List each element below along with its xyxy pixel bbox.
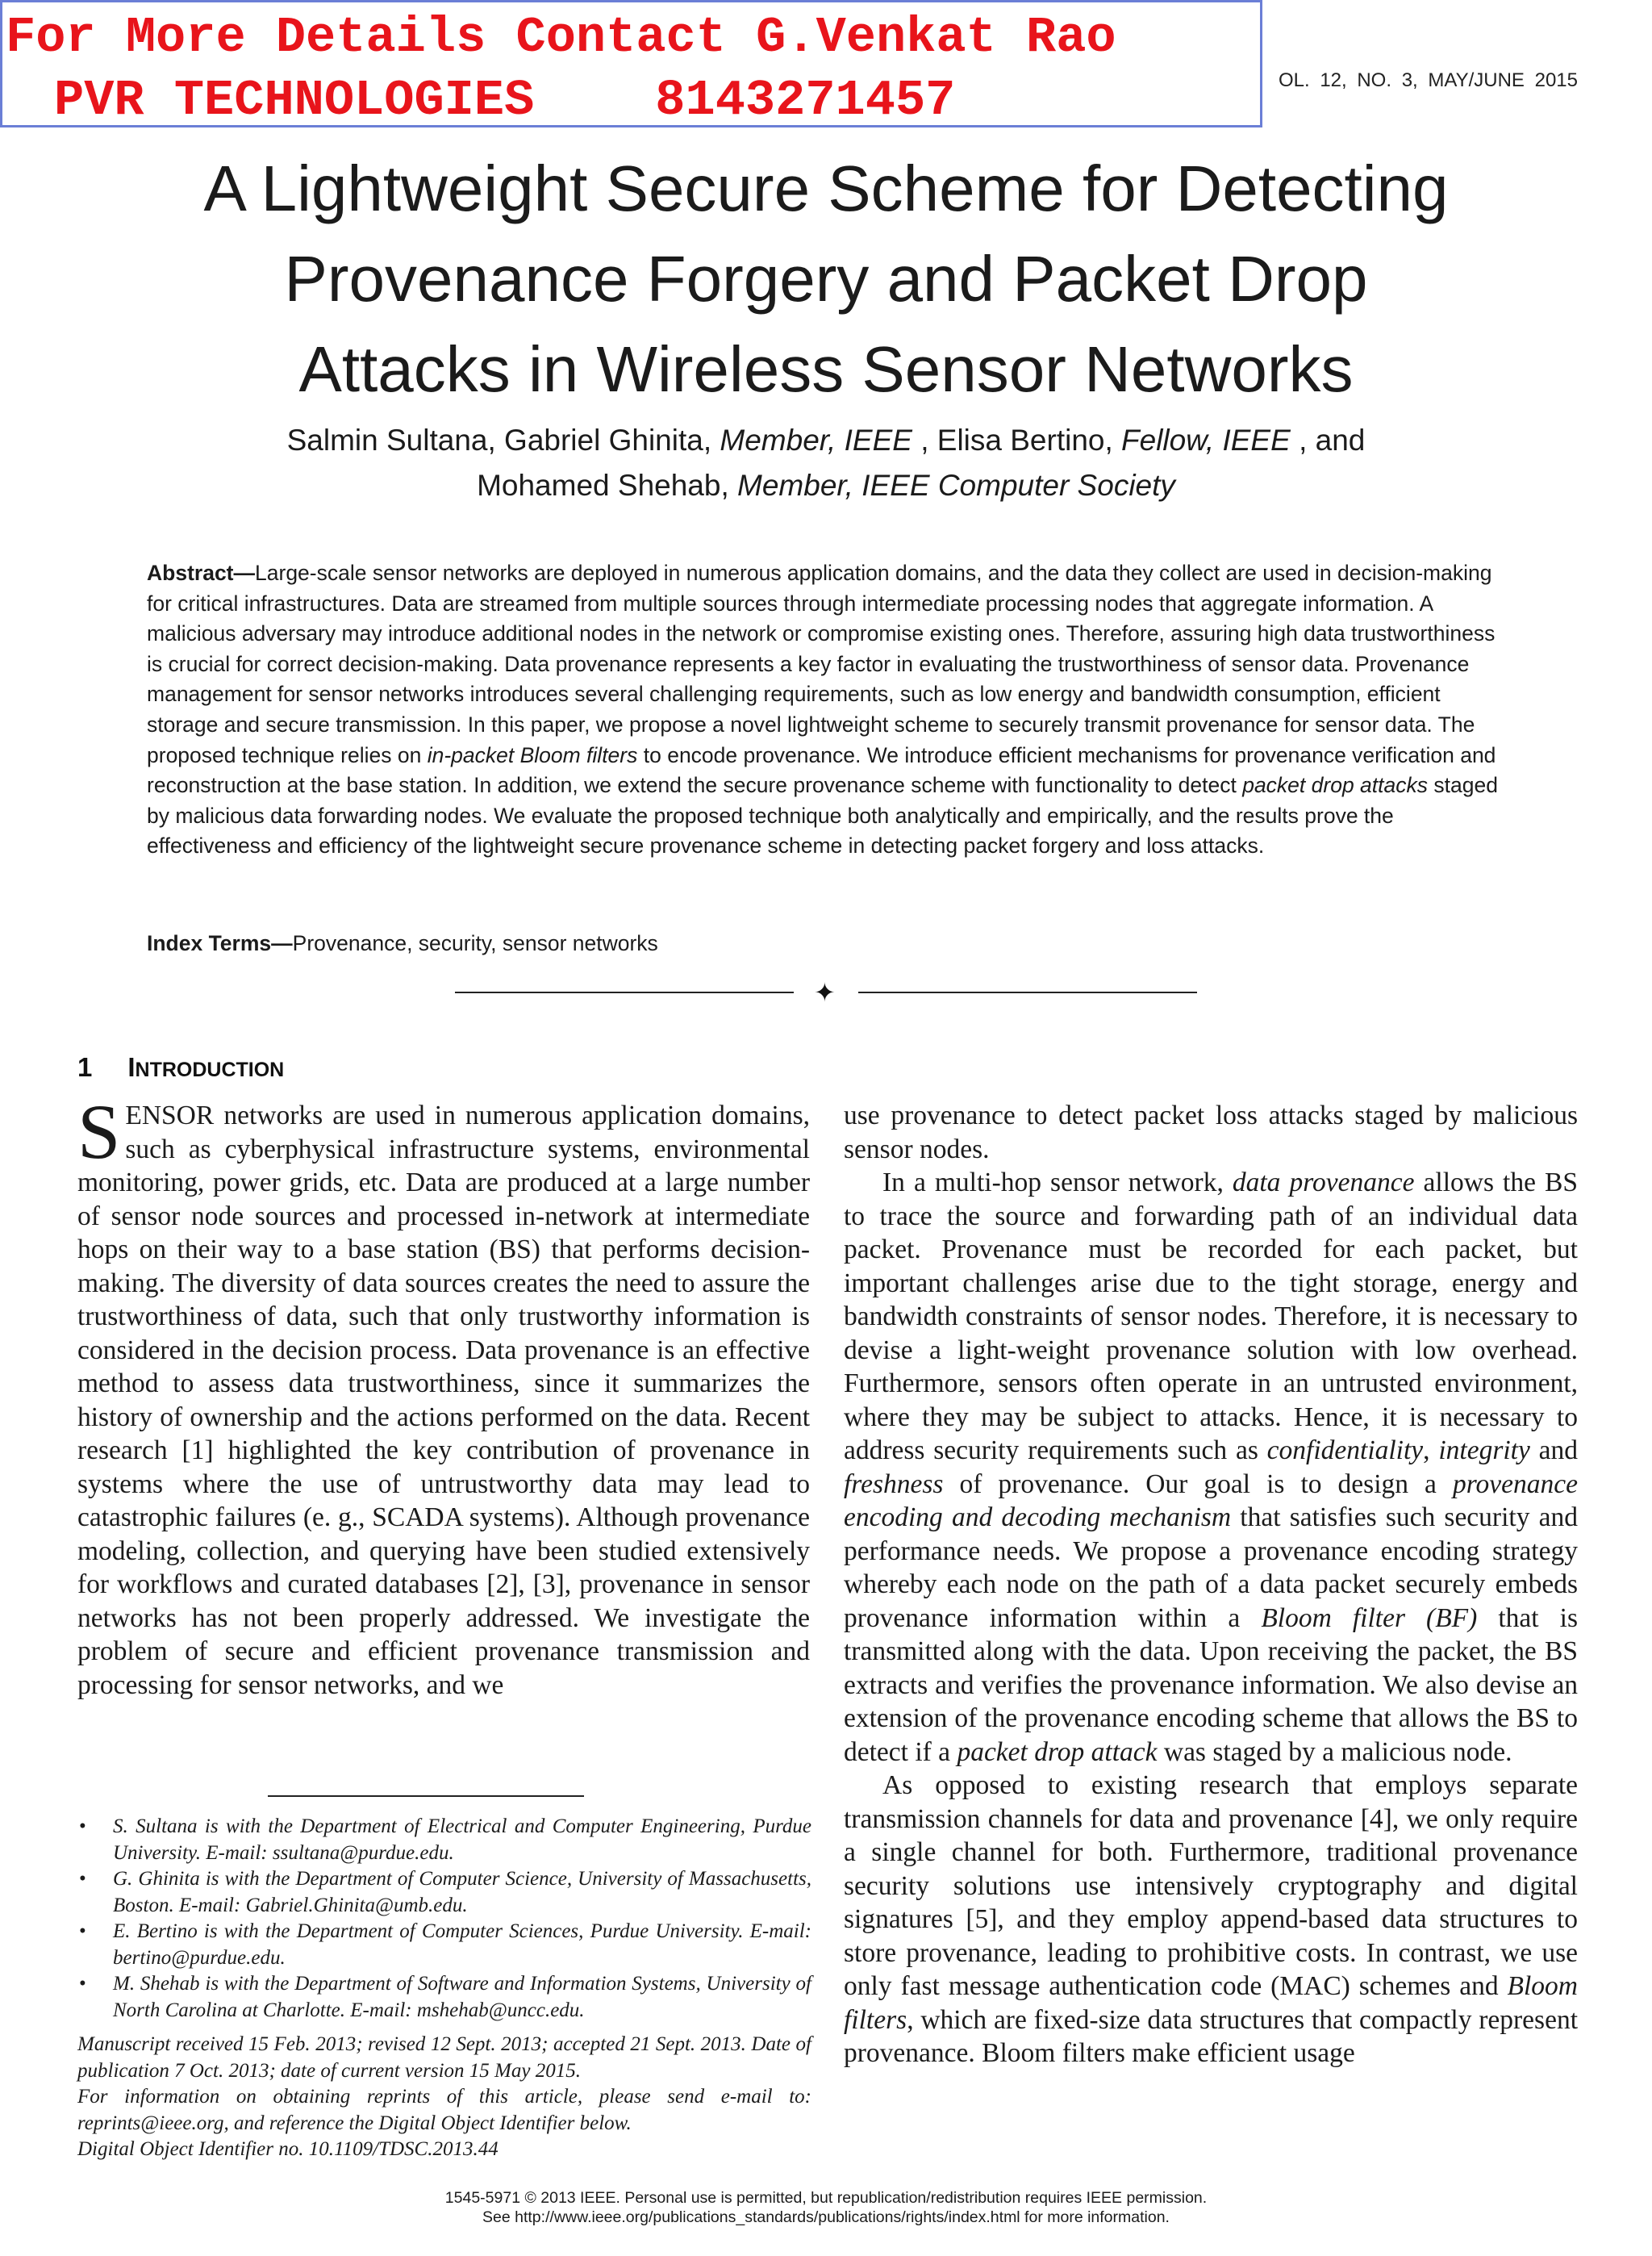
banner-company-line bbox=[54, 72, 955, 129]
author-and: , and bbox=[1290, 424, 1366, 457]
para2-emphasis: integrity bbox=[1438, 1435, 1530, 1465]
journal-header: OL. 12, NO. 3, MAY/JUNE 2015 bbox=[1278, 69, 1578, 91]
para3-emphasis: Bloom filters bbox=[844, 1971, 1578, 2035]
separator-rule-right bbox=[858, 992, 1197, 993]
author-list bbox=[97, 418, 1555, 508]
permissions-link-line: See http://www.ieee.org/publications_standards/publications/rights/index.html for more information. bbox=[482, 2208, 1170, 2226]
contact-banner bbox=[0, 0, 1262, 127]
para2-text-f: that satisfies such security and performance needs. We propose a provenance encoding strategy whereby each node on the path of a data packet securely embeds provenance information within a bbox=[844, 1502, 1578, 1633]
author-line-1 bbox=[97, 418, 1555, 463]
intro-paragraph-1 bbox=[77, 1088, 810, 1702]
author-names-1: Salmin Sultana, Gabriel Ghinita, bbox=[286, 424, 720, 457]
separator-diamond-icon: ✦ bbox=[814, 978, 836, 1007]
reprint-info: For information on obtaining reprints of this article, please send e-mail to: reprints@ieee.org, and reference the Digital Object Identifier below. bbox=[77, 2086, 811, 2134]
lead-word: ENSOR bbox=[125, 1101, 215, 1130]
abstract-emphasis-2: packet drop attacks bbox=[1242, 773, 1428, 798]
abstract-label: Abstract— bbox=[147, 561, 256, 585]
para2-text-a: In a multi-hop sensor network, bbox=[882, 1168, 1233, 1197]
para2-text-d: and bbox=[1529, 1435, 1579, 1465]
author-names-2: , Elisa Bertino, bbox=[912, 424, 1122, 457]
abstract bbox=[147, 558, 1510, 862]
right-column bbox=[844, 1099, 1578, 2070]
banner-company: PVR TECHNOLOGIES bbox=[54, 72, 535, 129]
separator-rule-left bbox=[455, 992, 794, 993]
doi: Digital Object Identifier no. 10.1109/TDSC.2013.44 bbox=[77, 2138, 499, 2160]
affiliation-item: • M. Shehab is with the Department of Software and Information Systems, University of North Carolina at Charlotte. E-mail: mshehab@uncc.edu. bbox=[77, 1971, 811, 2024]
section-title bbox=[127, 1052, 284, 1082]
title-line-1: A Lightweight Secure Scheme for Detecting bbox=[203, 152, 1449, 224]
banner-contact-line: For More Details Contact G.Venkat Rao bbox=[6, 9, 1116, 66]
author-line-2 bbox=[97, 463, 1555, 508]
section-number: 1 bbox=[77, 1052, 93, 1082]
intro-paragraph-continued: use provenance to detect packet loss attacks staged by malicious sensor nodes. bbox=[844, 1101, 1578, 1164]
para2-emphasis: confidentiality bbox=[1266, 1435, 1424, 1465]
copyright-line: 1545-5971 © 2013 IEEE. Personal use is permitted, but republication/redistribution requires IEEE permission. bbox=[444, 2189, 1208, 2207]
title-line-3: Attacks in Wireless Sensor Networks bbox=[298, 333, 1354, 405]
author-role-member: Member, IEEE bbox=[720, 424, 912, 457]
affiliation-item: • S. Sultana is with the Department of Electrical and Computer Engineering, Purdue University. E-mail: ssultana@purdue.edu. bbox=[77, 1814, 811, 1866]
footnote-rule bbox=[268, 1795, 584, 1797]
para2-text-c: , bbox=[1423, 1435, 1439, 1465]
author-names-3: Mohamed Shehab, bbox=[477, 469, 738, 502]
author-role-fellow: Fellow, IEEE bbox=[1121, 424, 1291, 457]
para2-emphasis: Bloom filter (BF) bbox=[1261, 1602, 1478, 1633]
para3-text-b: , which are fixed-size data structures that compactly represent provenance. Bloom filters make efficient usage bbox=[844, 2004, 1578, 2068]
title-line-2: Provenance Forgery and Packet Drop bbox=[284, 243, 1368, 315]
para2-text-h: was staged by a malicious node. bbox=[1157, 1736, 1512, 1767]
para2-emphasis: freshness bbox=[844, 1468, 944, 1499]
affiliation-item: • E. Bertino is with the Department of Computer Sciences, Purdue University. E-mail: bertino@purdue.edu. bbox=[77, 1919, 811, 1971]
para3-text-a: As opposed to existing research that employs separate transmission channels for data and provenance [4], we only require a single channel for both. Furthermore, traditional provenance security solutions use intensively cryptography and digital signatures [5], and they employ append-based data structures to store provenance, leading to prohibitive costs. In contrast, we use only fast message authentication code (MAC) schemes and bbox=[844, 1770, 1578, 2001]
intro-text-1: networks are used in numerous application domains, such as cyberphysical infrastructure systems, environmental monitoring, power grids, etc. Data are produced at a large number of sensor node sources and processed in-network at intermediate hops on their way to a base station (BS) that performs decision-making. The diversity of data sources creates the need to assure the trustworthiness of data, such that only trustworthy information is considered in the decision process. Data provenance is an effective method to assess data trustworthiness, since it summarizes the history of ownership and the actions performed on the data. Recent research [1] highlighted the key contribution of provenance in systems where the use of untrustworthy data may lead to catastrophic failures (e. g., SCADA systems). Although provenance modeling, collection, and querying have been studied extensively for workflows and curated databases [2], [3], provenance in sensor networks has not been properly addressed. We investigate the problem of secure and efficient provenance transmission and processing for sensor networks, and we bbox=[77, 1101, 810, 1700]
abstract-text-3: staged by malicious data forwarding nodes. We evaluate the proposed technique both analytically and empirically, and the results prove the effectiveness and efficiency of the lightweight secure provenance scheme in detecting packet forgery and loss attacks. bbox=[147, 773, 1498, 859]
section-heading bbox=[77, 1052, 284, 1083]
banner-phone: 8143271457 bbox=[655, 72, 956, 129]
section-title-initial: I bbox=[127, 1052, 136, 1082]
index-terms-text: Provenance, security, sensor networks bbox=[292, 931, 658, 955]
intro-paragraph-2 bbox=[844, 1166, 1578, 1769]
intro-paragraph-3 bbox=[844, 1769, 1578, 2070]
drop-cap: S bbox=[77, 1088, 121, 1175]
abstract-emphasis-1: in-packet Bloom filters bbox=[427, 742, 638, 767]
para2-emphasis: provenance encoding and decoding mechanism bbox=[844, 1468, 1578, 1532]
abstract-text-1: Large-scale sensor networks are deployed in numerous application domains, and the data they collect are used in decision-making for critical infrastructures. Data are streamed from multiple sources through intermediate processing nodes that aggregate information. A malicious adversary may introduce additional nodes in the network or compromise existing ones. Therefore, assuring high data trustworthiness is crucial for correct decision-making. Data provenance represents a key factor in evaluating the trustworthiness of sensor data. Provenance management for sensor networks introduces several challenging requirements, such as low energy and bandwidth consumption, efficient storage and secure transmission. In this paper, we propose a novel lightweight scheme to securely transmit provenance for sensor data. The proposed technique relies on bbox=[147, 561, 1496, 767]
section-title-rest: NTRODUCTION bbox=[135, 1059, 285, 1081]
copyright-footer bbox=[0, 2188, 1652, 2227]
para2-emphasis: packet drop attack bbox=[957, 1736, 1158, 1767]
index-terms bbox=[147, 931, 658, 956]
para2-text-b: allows the BS to trace the source and forwarding path of an individual data packet. Provenance must be recorded for each packet, but important challenges arise due to the tight storage, energy and bandwidth constraints of sensor nodes. Therefore, it is necessary to devise a light-weight provenance solution with low overhead. Furthermore, sensors often operate in an untrusted environment, where they may be subject to attacks. Hence, it is necessary to address security requirements such as bbox=[844, 1168, 1578, 1465]
abstract-text-2: to encode provenance. We introduce efficient mechanisms for provenance verification and reconstruction at the base station. In addition, we extend the secure provenance scheme with functionality to detect bbox=[147, 742, 1496, 798]
para2-emphasis: data provenance bbox=[1232, 1168, 1415, 1197]
author-role-society: Member, IEEE Computer Society bbox=[737, 469, 1175, 502]
paper-title bbox=[97, 144, 1555, 415]
index-terms-label: Index Terms— bbox=[147, 931, 293, 955]
manuscript-dates: Manuscript received 15 Feb. 2013; revised 12 Sept. 2013; accepted 21 Sept. 2013. Date of publication 7 Oct. 2013; date of current version 15 May 2015. bbox=[77, 2033, 811, 2082]
left-column bbox=[77, 1088, 810, 1702]
para2-text-g: that is transmitted along with the data. Upon receiving the packet, the BS extracts and verifies the provenance information. We also devise an extension of the provenance encoding scheme that allows the BS to detect if a bbox=[844, 1602, 1579, 1767]
footnotes bbox=[77, 1814, 811, 2163]
affiliation-item: • G. Ghinita is with the Department of Computer Science, University of Massachusetts, Boston. E-mail: Gabriel.Ghinita@umb.edu. bbox=[77, 1866, 811, 1919]
para2-text-e: of provenance. Our goal is to design a bbox=[943, 1468, 1453, 1499]
manuscript-info bbox=[77, 2032, 811, 2163]
affiliation-list bbox=[77, 1814, 811, 2024]
